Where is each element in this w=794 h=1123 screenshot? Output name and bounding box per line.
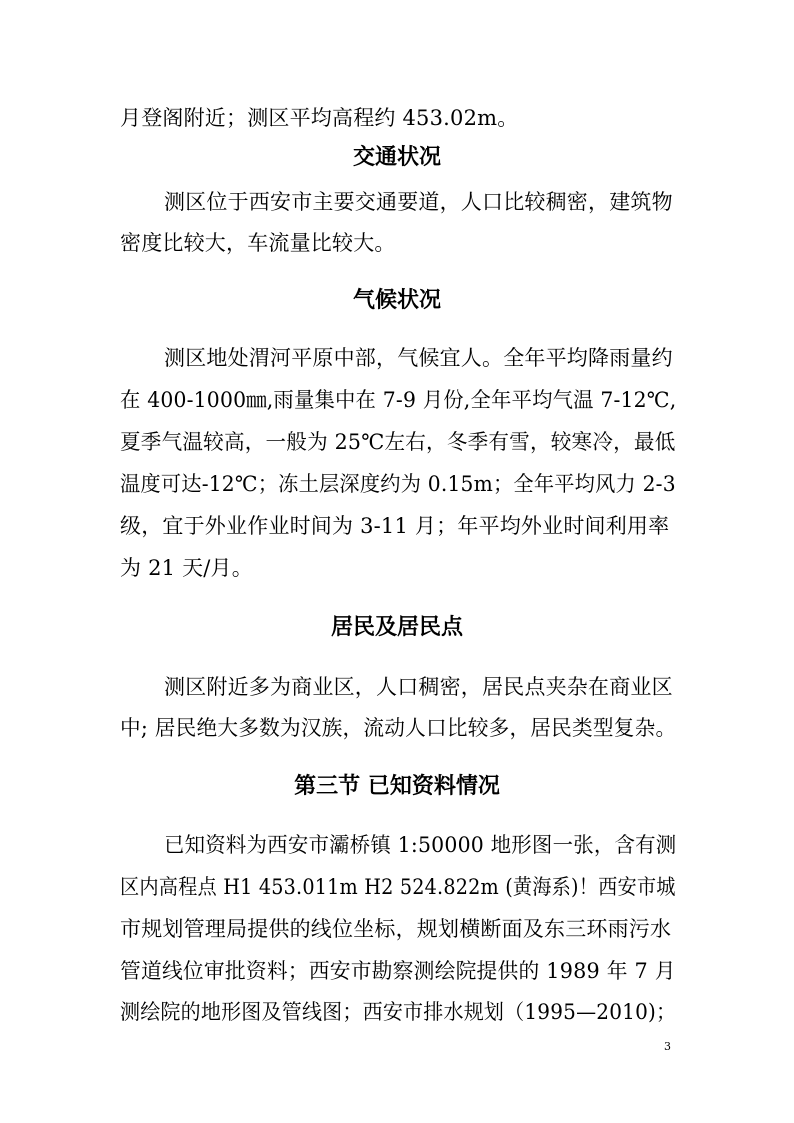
paragraph-line: 测区地处渭河平原中部，气候宜人。全年平均降雨量约 [164,346,673,370]
paragraph-line: 夏季气温较高，一般为 25℃左右，冬季有雪，较寒冷，最低 [120,430,676,454]
paragraph-line: 在 400-1000㎜,雨量集中在 7-9 月份,全年平均气温 7-12℃, [120,388,677,412]
page-number: 3 [664,1040,671,1053]
paragraph-line: 市规划管理局提供的线位坐标，规划横断面及东三环雨污水 [120,917,672,941]
paragraph-line: 测绘院的地形图及管线图；西安市排水规划（1995—2010)； [120,1000,677,1024]
heading-known-data: 第三节 已知资料情况 [294,774,500,799]
heading-residents: 居民及居民点 [330,615,463,640]
heading-climate: 气候状况 [352,288,441,313]
paragraph-line: 测区位于西安市主要交通要道，人口比较稠密，建筑物 [164,190,673,214]
paragraph-line: 区内高程点 H1 453.011m H2 524.822m (黄海系)！西安市城 [120,875,676,899]
paragraph-line: 中; 居民绝大多数为汉族，流动人口比较多，居民类型复杂。 [120,716,677,740]
heading-traffic: 交通状况 [352,145,441,170]
paragraph-line: 为 21 天/月。 [120,556,253,580]
paragraph-line: 管道线位审批资料；西安市勘察测绘院提供的 1989 年 7 月 [120,959,676,983]
paragraph-line: 已知资料为西安市灞桥镇 1:50000 地形图一张，含有测 [164,833,677,857]
paragraph-line: 密度比较大，车流量比较大。 [120,231,396,255]
paragraph-line: 测区附近多为商业区，人口稠密，居民点夹杂在商业区 [164,675,673,699]
intro-line: 月登阁附近；测区平均高程约 453.02m。 [120,106,519,130]
paragraph-line: 温度可达-12℃；冻土层深度约为 0.15m；全年平均风力 2-3 [120,472,676,496]
paragraph-line: 级，宜于外业作业时间为 3-11 月；年平均外业时间利用率 [120,514,670,538]
